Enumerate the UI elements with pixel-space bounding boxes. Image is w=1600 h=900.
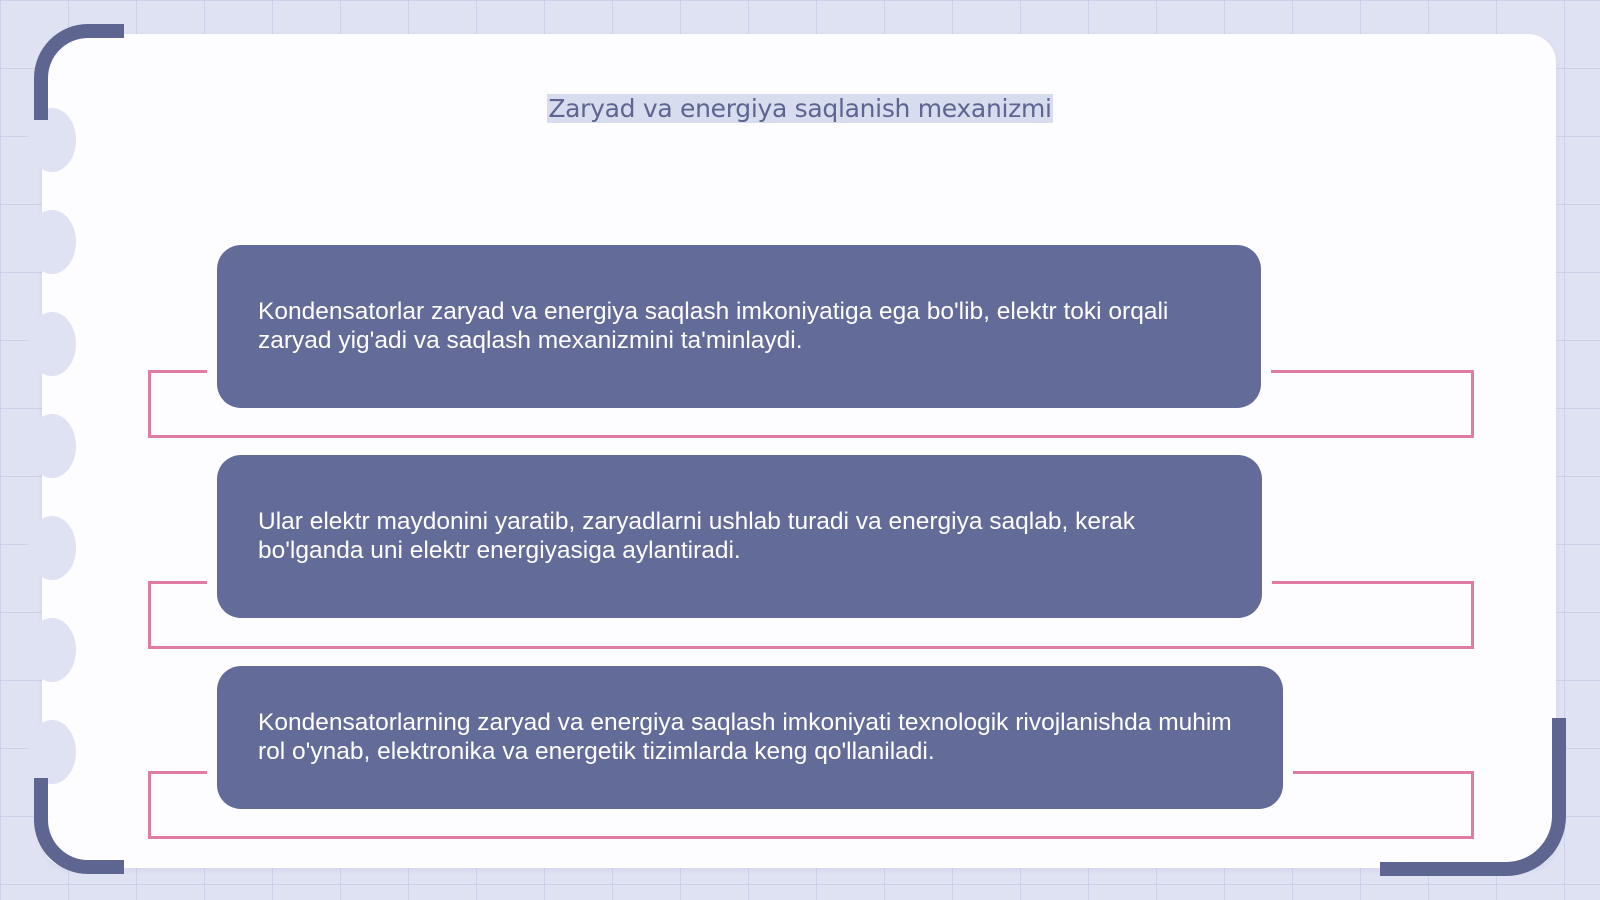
text-card (217, 245, 1261, 408)
corner-bracket-bottom-left (34, 778, 124, 874)
slide-title-text: Zaryad va energiya saqlanish mexanizmi (548, 94, 1052, 123)
card-text: Kondensatorlar zaryad va energiya saqlash imkoniyatiga ega bo'lib, elektr toki orqali zaryad yig'adi va saqlash mexanizmini ta'minlaydi. (258, 298, 1169, 354)
binder-hole (28, 618, 76, 682)
card-text: Kondensatorlarning zaryad va energiya saqlash imkoniyati texnologik rivojlanishda muhim rol o'ynab, elektronika va energetik tizimlarda keng qo'llaniladi. (258, 709, 1232, 765)
card-text: Ular elektr maydonini yaratib, zaryadlarni ushlab turadi va energiya saqlab, kerak bo'lganda uni elektr energiyasiga aylantiradi. (258, 508, 1135, 564)
binder-hole (28, 210, 76, 274)
binder-hole (28, 516, 76, 580)
slide-title (0, 94, 1600, 123)
binder-hole (28, 414, 76, 478)
binder-hole (28, 312, 76, 376)
text-card (217, 666, 1283, 809)
text-card (217, 455, 1262, 618)
binder-hole (28, 720, 76, 784)
